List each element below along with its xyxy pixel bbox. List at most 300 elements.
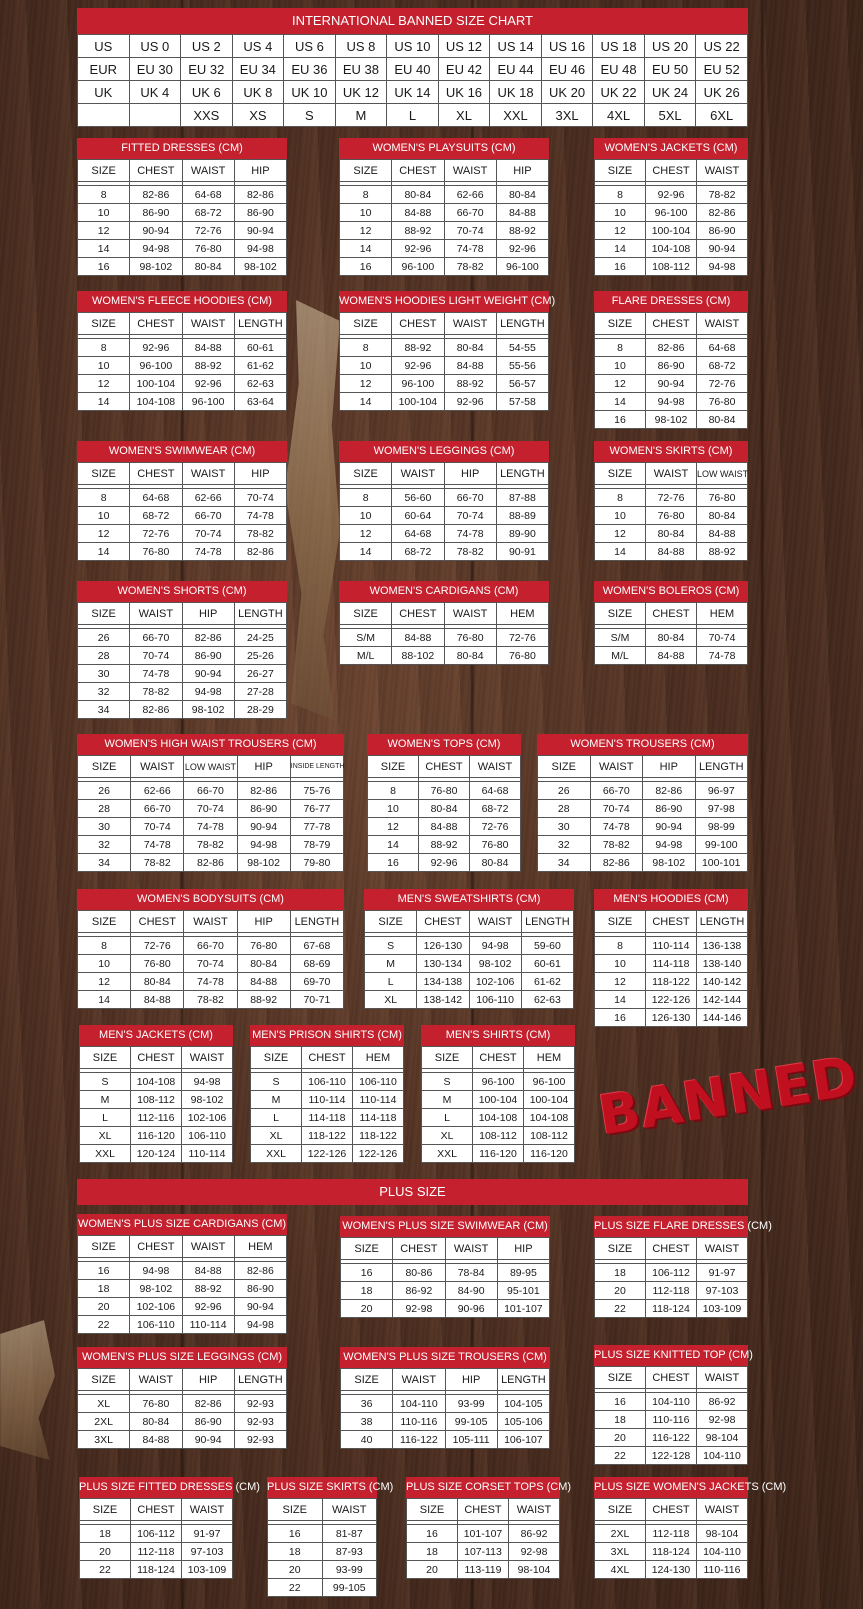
table-cell: 86-92 [509,1525,560,1543]
table-title: WOMEN'S BOLEROS (CM) [594,581,748,602]
table-row [341,1300,550,1318]
table-cell: 124-130 [646,1561,697,1579]
table-row [251,1091,404,1109]
table-cell: 3XL [78,1431,130,1449]
header-row [595,463,748,485]
table-cell: 18 [341,1282,393,1300]
table-cell: 108-112 [473,1127,524,1145]
column-header: SIZE [595,463,646,485]
table-cell: 99-100 [695,836,748,854]
table-cell: 94-98 [182,1073,233,1091]
table-row [340,204,549,222]
column-header: CHEST [393,1238,445,1260]
table-row [341,1431,550,1449]
column-header: SIZE [78,1369,130,1391]
header-row [595,1499,748,1521]
table-cell: 14 [78,991,131,1009]
column-header: HIP [237,911,290,933]
column-header: WAIST [182,463,234,485]
column-header: INSIDE LENGTH [290,756,343,778]
header-row [595,160,748,182]
column-header: SIZE [595,1367,646,1389]
table-row [80,1145,233,1163]
table-cell: 10 [595,204,646,222]
table-title: WOMEN'S HOODIES LIGHT WEIGHT (CM) [339,291,549,312]
table-cell: 68-72 [392,543,444,561]
table-title: MEN'S HOODIES (CM) [594,889,748,910]
intl-cell: EU 36 [284,58,336,81]
column-header: LENGTH [697,911,748,933]
table-cell: 98-104 [509,1561,560,1579]
table-cell: 106-110 [130,1316,182,1334]
table-cell: XXL [80,1145,131,1163]
table-cell: 106-110 [353,1073,404,1091]
table-row [78,937,344,955]
column-header: SIZE [78,313,130,335]
column-header: CHEST [131,911,184,933]
table-cell: 20 [341,1300,393,1318]
table-title: WOMEN'S LEGGINGS (CM) [339,441,549,462]
column-header: WAIST [322,1499,377,1521]
table-cell: 61-62 [521,973,573,991]
womens-plus-leggings-table [77,1347,287,1449]
size-grid [421,1046,575,1163]
table-cell: 90-94 [182,1431,234,1449]
column-header: CHEST [130,463,182,485]
table-cell: 98-102 [182,1091,233,1109]
intl-cell: US 18 [593,35,645,58]
table-row [80,1127,233,1145]
table-cell: 76-80 [646,507,697,525]
table-cell: 98-102 [182,701,234,719]
table-cell: 98-102 [643,854,696,872]
intl-cell: UK 8 [232,81,284,104]
column-header: CHEST [419,756,470,778]
column-header: HIP [234,463,286,485]
size-grid [537,755,748,872]
table-cell: 86-90 [130,204,182,222]
column-header: WAIST [697,1499,748,1521]
table-cell: 114-118 [646,955,697,973]
intl-cell: 6XL [696,104,748,127]
womens-trousers-table [537,734,748,872]
table-cell: 12 [78,222,130,240]
table-row [595,411,748,429]
womens-playsuits-table [339,138,549,276]
table-cell: 16 [595,411,646,429]
table-cell: 8 [595,937,646,955]
header-row [365,911,574,933]
header-row [340,160,549,182]
table-cell: 136-138 [697,937,748,955]
table-title: WOMEN'S SKIRTS (CM) [594,441,748,462]
column-header: WAIST [697,1367,748,1389]
womens-fleece-hoodies-table [77,291,287,411]
table-cell: M/L [340,647,392,665]
column-header: WAIST [182,1499,233,1521]
table-cell: 79-80 [290,854,343,872]
table-row [78,357,287,375]
table-title: PLUS SIZE WOMEN'S JACKETS (CM) [594,1477,748,1498]
table-cell: 76-80 [697,489,748,507]
size-grid [77,462,287,561]
table-cell: 76-80 [496,647,548,665]
plus-fitted-dresses-table [79,1477,260,1579]
table-cell: 80-84 [496,186,548,204]
table-row [80,1091,233,1109]
table-cell: 82-86 [130,701,182,719]
column-header: WAIST [130,603,182,625]
table-row [78,818,344,836]
table-row [78,375,287,393]
table-row [268,1579,377,1597]
table-cell: 76-80 [237,937,290,955]
table-row [595,357,748,375]
womens-cardigans-table [339,581,549,665]
table-cell: 57-58 [496,393,548,411]
column-header: SIZE [341,1238,393,1260]
table-cell: 26 [538,782,591,800]
table-cell: 104-108 [473,1109,524,1127]
table-row [422,1127,575,1145]
table-row [78,489,287,507]
column-header: CHEST [646,160,697,182]
table-cell: 97-103 [182,1543,233,1561]
table-cell: 74-78 [182,543,234,561]
table-cell: 82-86 [697,204,748,222]
table-cell: 92-98 [697,1411,748,1429]
table-cell: 40 [341,1431,393,1449]
size-grid [77,159,287,276]
table-row [78,393,287,411]
table-cell: 91-97 [182,1525,233,1543]
table-cell: 78-82 [444,258,496,276]
table-cell: 62-66 [444,186,496,204]
table-cell: 60-64 [392,507,444,525]
table-cell: 112-118 [646,1525,697,1543]
table-row [595,204,748,222]
table-cell: 10 [78,507,130,525]
table-cell: 16 [341,1264,393,1282]
column-header: CHEST [646,1499,697,1521]
table-cell: 90-96 [445,1300,497,1318]
table-cell: 120-124 [131,1145,182,1163]
table-cell: 86-92 [697,1393,748,1411]
column-header: WAIST [184,911,237,933]
table-cell: 78-79 [290,836,343,854]
table-cell: 74-78 [234,507,286,525]
column-header: LENGTH [496,313,548,335]
table-cell: XL [422,1127,473,1145]
table-cell: 78-82 [184,991,237,1009]
table-cell: 18 [595,1264,646,1282]
table-row [340,375,549,393]
table-cell: 18 [407,1543,458,1561]
column-header: WAIST [444,160,496,182]
column-header: SIZE [340,313,392,335]
column-header: SIZE [538,756,591,778]
table-cell: 12 [340,525,392,543]
table-cell: 2XL [78,1413,130,1431]
intl-cell: UK 14 [387,81,439,104]
table-cell: 8 [340,339,392,357]
table-cell: 10 [340,357,392,375]
table-row [78,525,287,543]
table-cell: 96-100 [473,1073,524,1091]
table-title: MEN'S JACKETS (CM) [79,1025,233,1046]
table-row [595,186,748,204]
table-cell: 16 [595,1009,646,1027]
womens-plus-trousers-table [340,1347,550,1449]
table-cell: 10 [595,357,646,375]
table-cell: 110-116 [393,1413,445,1431]
column-header: SIZE [251,1047,302,1069]
column-header: HEM [234,1236,286,1258]
table-cell: 106-107 [497,1431,549,1449]
table-row [368,818,521,836]
size-grid [594,462,748,561]
table-cell: 74-78 [184,818,237,836]
table-row [341,1264,550,1282]
table-cell: 68-69 [290,955,343,973]
table-cell: 110-114 [353,1091,404,1109]
intl-cell [78,104,130,127]
table-row [595,375,748,393]
table-cell: 92-93 [234,1431,286,1449]
table-cell: 14 [595,991,646,1009]
table-cell: 82-86 [237,782,290,800]
table-title: WOMEN'S HIGH WAIST TROUSERS (CM) [77,734,344,755]
column-header: HIP [237,756,290,778]
table-cell: 134-138 [417,973,469,991]
table-row [78,1280,287,1298]
column-header: SIZE [422,1047,473,1069]
table-cell: 20 [268,1561,323,1579]
table-cell: 94-98 [643,836,696,854]
fitted-dresses-table [77,138,287,276]
table-row [341,1282,550,1300]
column-header: SIZE [78,463,130,485]
table-cell: 130-134 [417,955,469,973]
column-header: CHEST [130,1236,182,1258]
table-cell: 105-111 [445,1431,497,1449]
table-cell: 32 [538,836,591,854]
table-row [78,1431,287,1449]
table-cell: 118-122 [302,1127,353,1145]
table-cell: 16 [595,258,646,276]
column-header: WAIST [392,463,444,485]
table-cell: 108-112 [524,1127,575,1145]
header-row [340,313,549,335]
column-header: WAIST [182,160,234,182]
table-cell: 88-92 [697,543,748,561]
table-title: MEN'S SWEATSHIRTS (CM) [364,889,574,910]
table-cell: 92-96 [392,357,444,375]
table-cell: 64-68 [392,525,444,543]
table-cell: 14 [340,543,392,561]
table-title: FITTED DRESSES (CM) [77,138,287,159]
womens-bodysuits-table [77,889,344,1009]
table-cell: 138-140 [697,955,748,973]
table-cell: 68-72 [470,800,521,818]
table-cell: 72-76 [182,222,234,240]
table-cell: 80-84 [646,525,697,543]
table-cell: 70-74 [444,507,496,525]
table-row [595,543,748,561]
intl-cell: EU 40 [387,58,439,81]
column-header: CHEST [302,1047,353,1069]
header-row [595,911,748,933]
table-row [422,1145,575,1163]
intl-cell: EU 50 [644,58,696,81]
table-cell: 78-82 [590,836,643,854]
plus-corset-tops-table [406,1477,572,1579]
table-cell: 16 [78,1262,130,1280]
table-cell: 84-88 [419,818,470,836]
header-row [78,1236,287,1258]
table-cell: 96-100 [646,204,697,222]
table-row [368,836,521,854]
table-cell: 116-122 [393,1431,445,1449]
table-row [78,701,287,719]
intl-cell: EU 30 [129,58,181,81]
table-cell: 76-80 [697,393,748,411]
table-title: PLUS SIZE FLARE DRESSES (CM) [594,1216,748,1237]
table-cell: 104-108 [131,1073,182,1091]
table-cell: 10 [78,204,130,222]
table-cell: 92-93 [234,1413,286,1431]
table-cell: 106-112 [646,1264,697,1282]
table-title: PLUS SIZE KNITTED TOP (CM) [594,1345,748,1366]
table-cell: 8 [78,186,130,204]
table-cell: 27-28 [234,683,286,701]
column-header: SIZE [340,603,392,625]
table-cell: 138-142 [417,991,469,1009]
table-row [422,1073,575,1091]
table-cell: 97-103 [697,1282,748,1300]
intl-cell: 3XL [541,104,593,127]
table-row [78,683,287,701]
table-cell: 94-98 [182,683,234,701]
column-header: WAIST [130,1369,182,1391]
table-row [78,991,344,1009]
table-cell: 92-96 [419,854,470,872]
table-row [78,204,287,222]
intl-cell: XXS [181,104,233,127]
header-row [78,911,344,933]
table-cell: XL [365,991,417,1009]
table-cell: 67-68 [290,937,343,955]
column-header: HIP [444,463,496,485]
intl-row [78,104,748,127]
table-cell: 98-102 [130,1280,182,1298]
table-cell: 89-95 [497,1264,549,1282]
table-cell: 72-76 [646,489,697,507]
table-cell: 100-101 [695,854,748,872]
table-row [78,629,287,647]
table-cell: 144-146 [697,1009,748,1027]
mens-hoodies-table [594,889,748,1027]
table-title: WOMEN'S SHORTS (CM) [77,581,287,602]
intl-cell: EU 48 [593,58,645,81]
table-cell: 116-120 [473,1145,524,1163]
table-cell: 94-98 [234,240,286,258]
table-row [341,1413,550,1431]
table-title: WOMEN'S BODYSUITS (CM) [77,889,344,910]
table-cell: 30 [538,818,591,836]
table-cell: 75-76 [290,782,343,800]
table-row [80,1073,233,1091]
table-cell: 84-88 [646,647,697,665]
table-cell: 103-109 [182,1561,233,1579]
table-row [595,1543,748,1561]
table-cell: 18 [268,1543,323,1561]
table-cell: 108-112 [646,258,697,276]
table-cell: 89-90 [496,525,548,543]
intl-cell: UK 24 [644,81,696,104]
table-row [341,1395,550,1413]
column-header: CHEST [130,313,182,335]
column-header: LOW WAIST [184,756,237,778]
size-grid [594,1498,748,1579]
intl-cell: EU 38 [335,58,387,81]
table-title: PLUS SIZE SKIRTS (CM) [267,1477,377,1498]
intl-cell: UK 20 [541,81,593,104]
column-header: CHEST [458,1499,509,1521]
table-title: MEN'S SHIRTS (CM) [421,1025,575,1046]
table-row [78,1262,287,1280]
size-grid [339,602,549,665]
intl-cell: UK 10 [284,81,336,104]
table-cell: 106-110 [302,1073,353,1091]
table-cell: 106-110 [469,991,521,1009]
table-cell: 78-82 [234,525,286,543]
table-cell: 76-77 [290,800,343,818]
header-row [595,1367,748,1389]
table-cell: 92-98 [393,1300,445,1318]
table-cell: M/L [595,647,646,665]
table-cell: 80-86 [393,1264,445,1282]
table-cell: 86-90 [643,800,696,818]
womens-hoodies-light-table [339,291,556,411]
table-row [538,800,748,818]
table-cell: 102-106 [182,1109,233,1127]
table-row [595,629,748,647]
table-row [595,1447,748,1465]
column-header: SIZE [595,603,646,625]
column-header: HEM [496,603,548,625]
table-cell: XL [80,1127,131,1145]
table-row [78,665,287,683]
table-cell: 22 [595,1300,646,1318]
table-cell: 103-109 [697,1300,748,1318]
table-cell: 66-70 [182,507,234,525]
table-cell: 66-70 [444,204,496,222]
table-cell: 140-142 [697,973,748,991]
size-grid [339,159,549,276]
table-row [340,629,549,647]
table-cell: 86-90 [182,647,234,665]
table-cell: 26 [78,782,131,800]
table-cell: 56-60 [392,489,444,507]
mens-prison-shirts-table [250,1025,404,1163]
column-header: SIZE [340,160,392,182]
table-cell: XXL [251,1145,302,1163]
table-row [595,1264,748,1282]
intl-cell: UK 16 [438,81,490,104]
size-grid [594,159,748,276]
table-row [340,357,549,375]
